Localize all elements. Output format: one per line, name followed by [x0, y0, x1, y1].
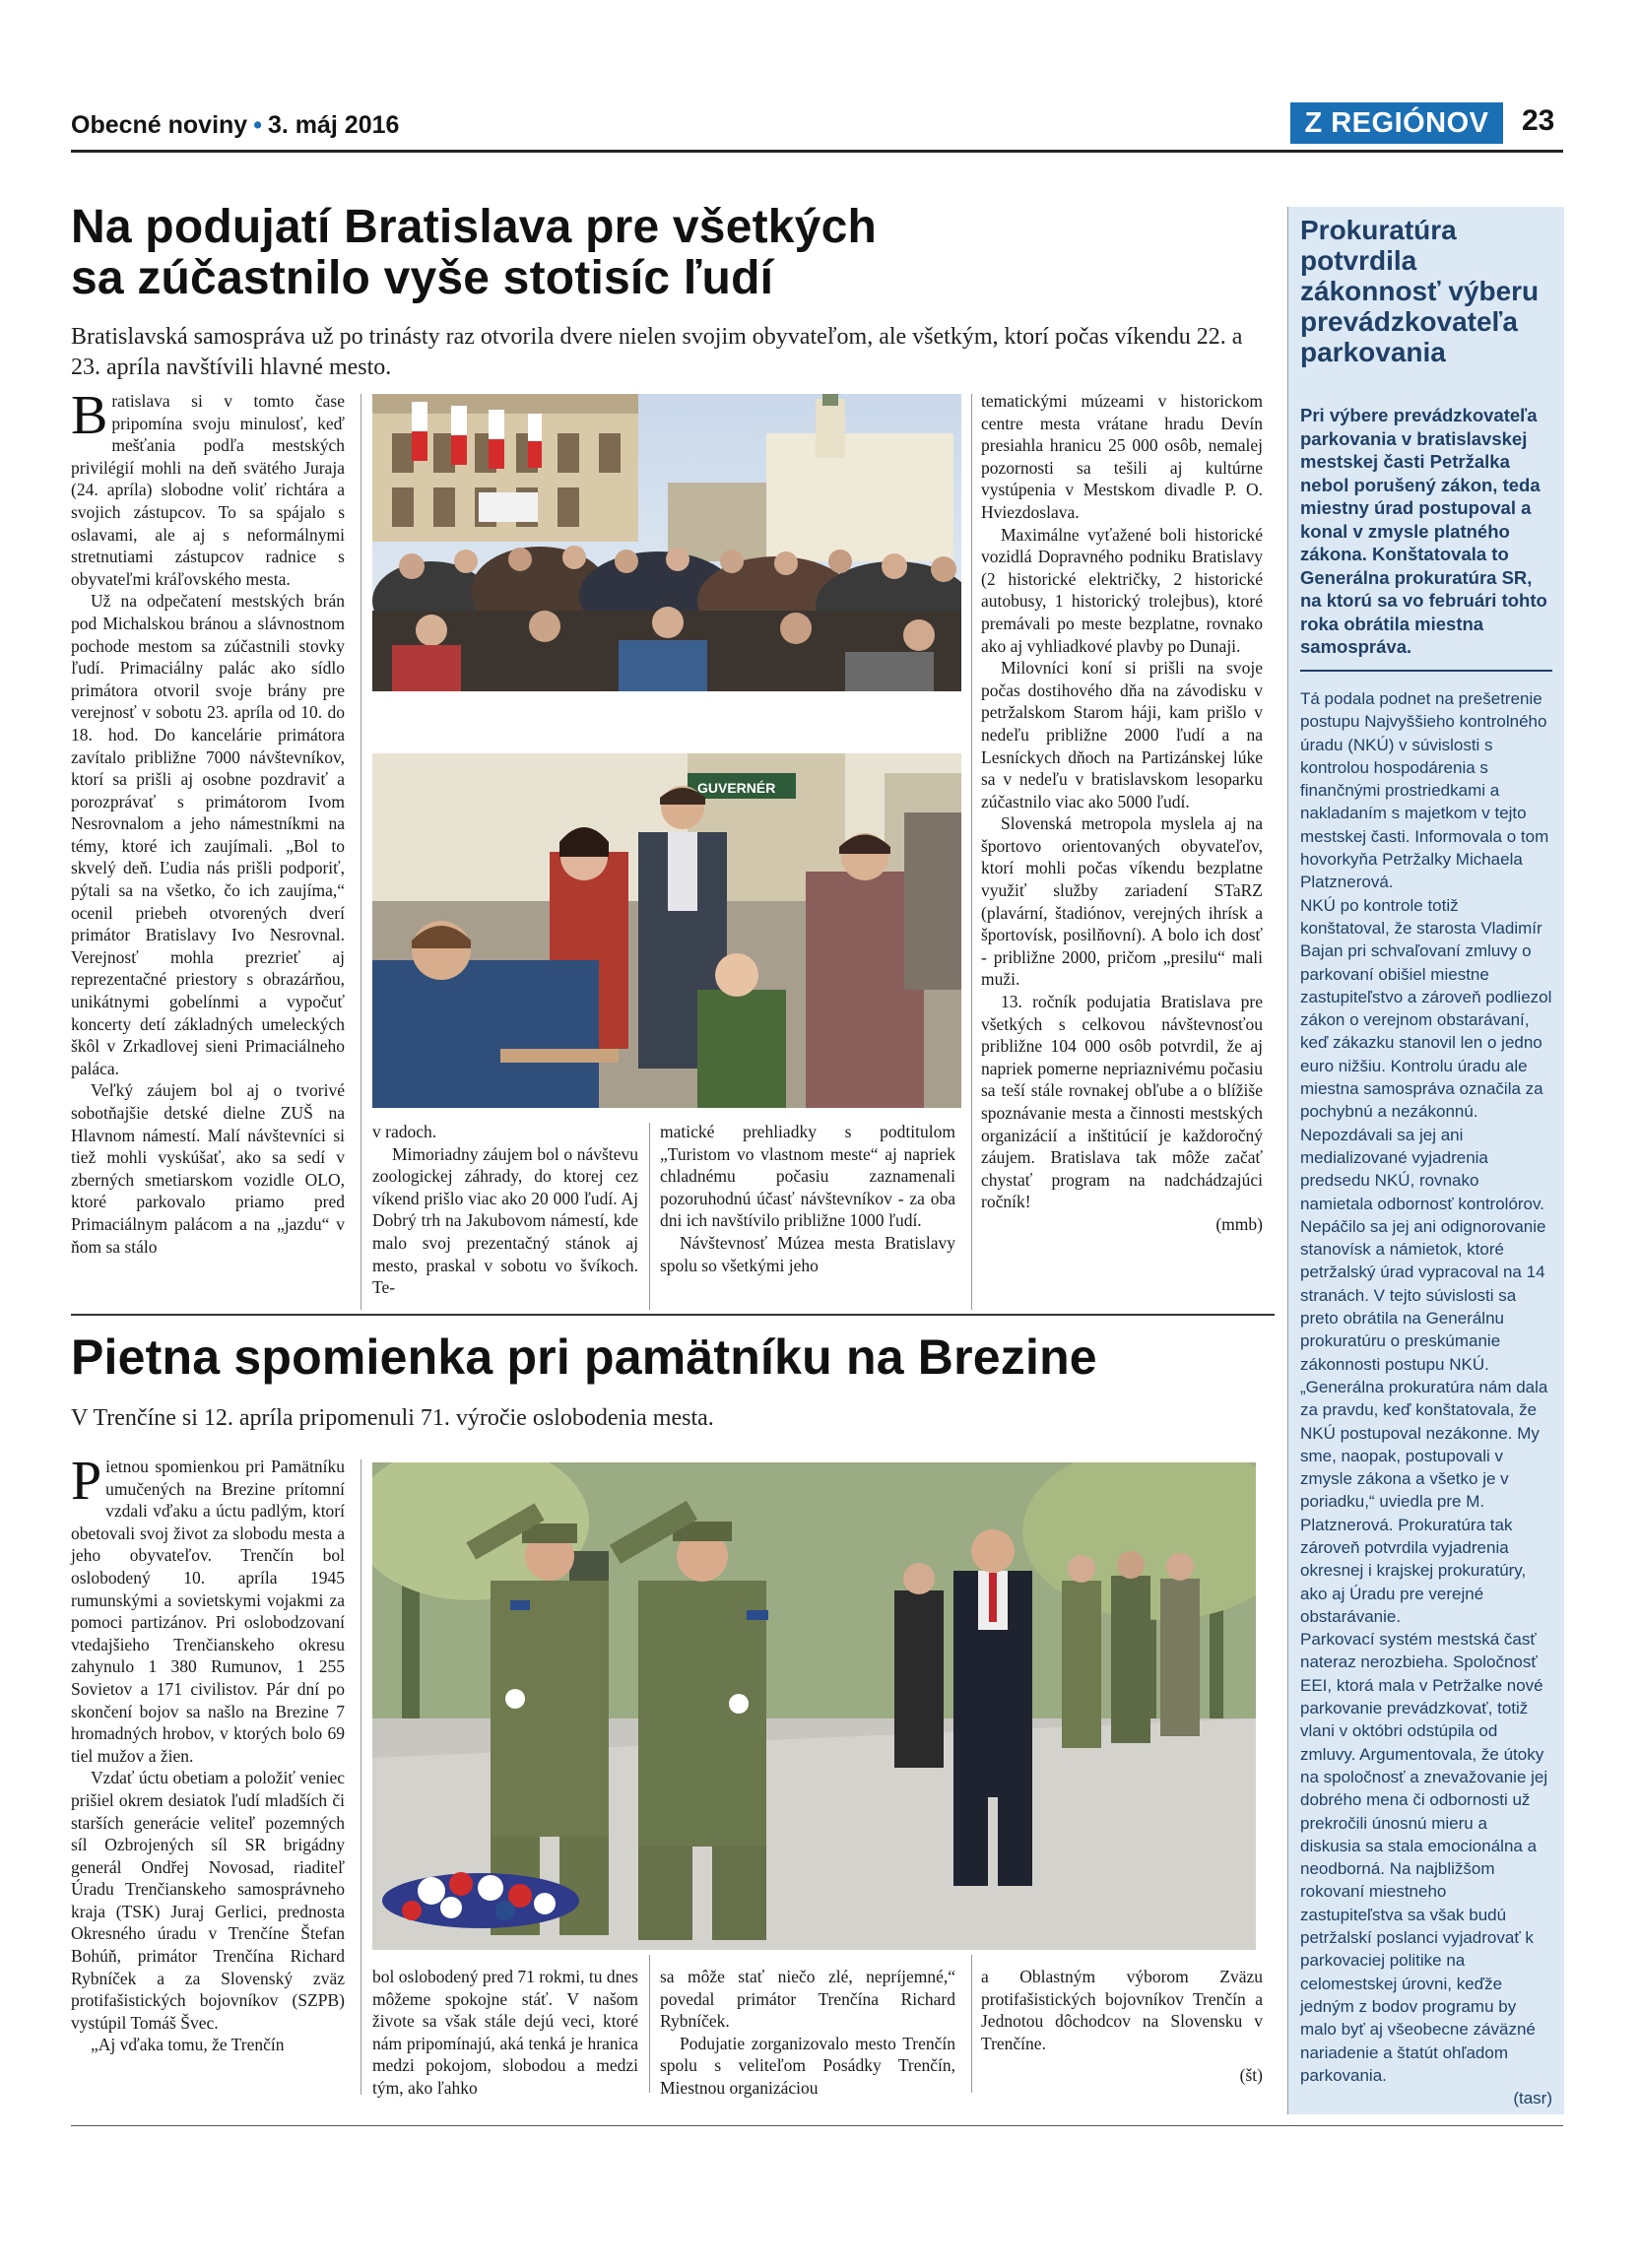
- sidebar-paragraph: Parkovací systém mestská časť nateraz nerozbieha. Spoločnosť EEI, ktorá mala v Petržalke nové parkovanie prevádzkovať, totiž vlani v októbri odstúpila od zmluvy. Argumentovala, že útoky na spoločnosť a znevažovanie jej dobrého mena či odbornosti už prekročili únosnú mieru a diskusia sa stala emocionálna a neodborná. Na najbližšom rokovaní miestneho zastupiteľstva sa však budú petržalskí poslanci vyjadrovať k parkovaciej politike na celomestskej úrovni, keďže jedným z bodov programu by malo byť aj všeobecne záväzné nariadenie a štatút ohľadom parkovania.: [1300, 1630, 1548, 2085]
- article1-paragraph: Už na odpečatení mestských brán pod Michalskou bránou a slávnostnom pochode mestom sa zúčastnili stovky ľudí. Primaciálny palác ako sídlo primátora otvoril svoje brány pre verejnosť v sobotu 23. apríla od 10. do 18. hod. Do kancelárie primátora zavítalo približne 7000 návštevníkov, ktorí sa prišli aj osobne pozdraviť a porozprávať s primátorom Ivom Nesrovnalom a jeho námestníkmi na témy, ktoré ich zaujímali. „Bol to skvelý deň. Ľudia nás prišli podporiť, pýtali sa na všetko, čo ich zaujíma,“ ocenil priebeh otvorených dverí primátor Bratislavy Ivo Nesrovnal. Verejnosť mohla prezrieť aj reprezentačné priestory s obrazárňou, unikátnymi gobelínmi a vypočuť koncerty detí základných umeleckých škôl v Zrkadlovej sieni Primaciálneho paláca.: [71, 591, 345, 1078]
- article1-paragraph: v radoch.: [372, 1122, 437, 1141]
- article1-column-1: [71, 385, 345, 1258]
- publication-header: [71, 111, 399, 140]
- dropcap-letter: B: [71, 385, 108, 446]
- article2-deck: V Trenčíne si 12. apríla pripomenuli 71. výročie oslobodenia mesta.: [71, 1405, 714, 1431]
- article2-column-2: [372, 1966, 638, 2100]
- photo-mayor-visitors: [372, 753, 961, 1108]
- article1-column-3: [660, 1121, 955, 1276]
- article2-paragraph: Podujatie zorganizovalo mesto Trenčín spolu s veliteľom Posádky Trenčín, Miestnou organizáciou: [660, 2033, 955, 2098]
- article1-paragraph: Mimoriadny záujem bol o návštevu zoologickej záhrady, do ktorej cez víkend prišlo viac ako 20 000 ľudí. Aj Dobrý trh na Jakubovom námestí, kde malo svoj prezentačný stánok aj mesto, praskal v sobotu vo švíkoch. Te-: [372, 1143, 638, 1298]
- article1-column-2: [372, 1121, 638, 1299]
- article2-headline: Pietna spomienka pri pamätníku na Brezine: [71, 1329, 1097, 1385]
- article1-paragraph: Veľký záujem bol aj o tvorivé sobotňajšie detské dielne ZUŠ na Hlavnom námestí. Malí návštevníci si tiež mohli vyskúšať, ako sa sedí v zberných smetiarskom vozidle OLO, ktoré parkovalo priamo pred Primaciálnym palácom a na „jazdu“ v ňom sa stálo: [71, 1080, 345, 1257]
- bullet-dot-icon: •: [253, 111, 262, 139]
- article2-paragraph: bol oslobodený pred 71 rokmi, tu dnes môžeme spokojne stáť. V našom živote sa však stále dejú veci, ktoré nám pripomínajú, aká tenká je hranica medzi pokojom, slobodou a medzi tým, ako ľahko: [372, 1967, 638, 2098]
- article2-paragraph: Vzdať úctu obetiam a položiť veniec prišiel okrem desiatok ľudí mladších či starších generácie veliteľ pozemných síl Ozbrojených síl SR brigádny generál Ondřej Novosad, riaditeľ Úradu Trenčianskeho samosprávneho kraja (TSK) Juraj Gerlici, prednosta Okresného úradu v Trenčíne Štefan Bohúň, primátor Trenčína Richard Rybníček a za Slovenský zväz protifašistických bojovníkov (SZPB) vystúpil Tomáš Švec.: [71, 1768, 345, 2033]
- article1-column-4: [981, 390, 1263, 1236]
- article2-signature: (št): [1239, 2065, 1263, 2085]
- article1-paragraph: Maximálne vyťažené boli historické vozidlá Dopravného podniku Bratislavy (2 historické električky, 2 historické autobusy, 1 historický trolejbus), ktoré premávali po meste bezplatne, rovnako ako aj vyhliadkové plavby po Dunaji.: [981, 524, 1263, 656]
- sidebar-headline: Prokuratúra potvrdila zákonnosť výberu prevádzkovateľa parkovania: [1300, 215, 1540, 367]
- sidebar-body: [1300, 687, 1552, 2109]
- column-divider: [971, 1955, 972, 2093]
- publication-name: Obecné noviny: [71, 111, 248, 139]
- issue-date: 3. máj 2016: [267, 111, 400, 139]
- soldiers-memorial-image: [372, 1462, 1256, 1950]
- sidebar-signature: (tasr): [1513, 2089, 1552, 2108]
- sidebar-lead: Pri výbere prevádzkovateľa parkovania v bratislavskej mestskej časti Petržalka nebol porušený zákon, teda miestny úrad postupoval a konal v zmysle platného zákona. Konštatovala to Generálna prokuratúra SR, na ktorú sa vo februári tohto roka obrátila miestna samospráva.: [1300, 405, 1547, 657]
- mayor-visitors-image: [372, 753, 961, 1108]
- article1-paragraph: 13. ročník podujatia Bratislava pre všetkých s celkovou návštevnosťou približne 104 000 osôb potvrdil, že aj napriek pomerne nepriaznivému počasiu sa teší stále rovnakej obľube a o blížiše spoznávanie mesta a činnosti mestských organizácií a inštitúcií je každoročný záujem. Bratislava tak môže začať chystať program na nadchádzajúci ročník!: [981, 992, 1263, 1212]
- photo-crowd-square: [372, 394, 961, 691]
- photo-soldiers-memorial: [372, 1462, 1256, 1950]
- article1-headline-line2: sa zúčastnilo vyše stotisíc ľudí: [71, 252, 774, 304]
- sidebar-paragraph: Nepozdávali sa jej ani medializované vyjadrenia predsedu NKÚ, rovnako namietala odbornosť kontrolórov. Nepáčilo sa jej ani odignorovanie stanovísk a námietok, ktoré petržalský úrad vypracoval na 14 stranách. V tejto súvislosti sa preto obrátila na Generálnu prokuratúru o preskúmanie zákonnosti postupu NKÚ. „Generálna prokuratúra nám dala za pravdu, keď konštatovala, že NKÚ postupoval nezákonne. My sme, naopak, postupovali v zmysle zákona a všetko je v poriadku,“ uviedla pre M. Platznerová. Prokuratúra tak zároveň potvrdila vyjadrenia okresnej i krajskej prokuratúry, ako aj Úradu pre verejné obstarávanie.: [1300, 1125, 1548, 1626]
- guverner-sign: GUVERNÉR: [697, 780, 776, 796]
- column-divider: [649, 1123, 650, 1310]
- article1-paragraph: Návštevnosť Múzea mesta Bratislavy spolu so všetkými jeho: [660, 1232, 955, 1275]
- article1-paragraph: matické prehliadky s podtitulom „Turistom vo vlastnom meste“ aj napriek chladnému počasiu zaznamenali pozoruhodnú účasť návštevníkov - za oba dni ich navštívilo približne 1000 ľudí.: [660, 1122, 955, 1231]
- article1-paragraph: Bratislava si v tomto čase pripomína svoju minulosť, keď mešťania podľa mestských privilégií mohli na deň svätého Juraja (24. apríla) slobodne voliť richtára a svojich zástupcov. To sa spájalo s oslavami, ale aj s neformálnymi stretnutiami zástupcov radnice s obyvateľmi kráľovského mesta.: [71, 385, 345, 589]
- crowd-square-image: [372, 394, 961, 691]
- sidebar-separator: [1300, 670, 1552, 672]
- page-number: 23: [1522, 104, 1555, 137]
- article2-paragraph: „Aj vďaka tomu, že Trenčín: [91, 2035, 285, 2055]
- column-divider: [971, 394, 972, 1310]
- article1-signature: (mmb): [1215, 1213, 1263, 1234]
- article2-paragraph: sa môže stať niečo zlé, nepríjemné,“ povedal primátor Trenčína Richard Rybníček.: [660, 1967, 955, 2032]
- article1-paragraph: Slovenská metropola myslela aj na športovo orientovaných obyvateľov, ktorí mohli počas víkendu bezplatne využiť služby zariadení STaRZ (plavární, štadiónov, verejných ihrísk a športovísk, posilňovní). A bolo ich dosť - približne 2000, pričom „presilu“ mali muži.: [981, 813, 1263, 990]
- sidebar-paragraph: NKÚ po kontrole totiž konštatoval, že starosta Vladimír Bajan pri schvaľovaní zmluvy o parkovaní obišiel miestne zastupiteľstvo a zároveň podliezol zákon o verejnom obstarávaní, keď zákazku stanovil len o jedno euro nižšiu. Kontrolu úradu ale miestna samospráva označila za pochybnú a nezákonnú.: [1300, 895, 1552, 1122]
- article1-paragraph: Milovníci koní si prišli na svoje počas dostihového dňa na závodisku v petržalskom Starom háji, kam prišlo v nedeľu približne 2000 ľudí a na Lesníckych dňoch na Partizánskej lúke sa v nedeľu v bratislavskom lesoparku zúčastnilo viac ako 5000 ľudí.: [981, 658, 1263, 811]
- article2-column-1: [71, 1451, 345, 2056]
- article2-paragraph: Pietnou spomienkou pri Pamätníku umučených na Brezine prítomní vzdali vďaku a úctu padlým, ktorí obetovali svoj život za slobodu mesta a jeho obyvateľov. Trenčín bol oslobodený 10. apríla 1945 rumunskými a sovietskymi vojakmi za pomoci partizánov. Pri oslobodzovaní vtedajšieho Trenčianskeho okresu zahynulo 1 380 Rumunov, 1 255 Sovietov a 171 civilistov. Pár dní po skončení bojov sa našlo na Brezine 7 hromadných hrobov, v ktorých bolo 69 tiel mužov a žien.: [71, 1451, 345, 1766]
- article2-column-4: [981, 1966, 1263, 2054]
- dropcap-letter: P: [71, 1451, 102, 1512]
- column-divider: [649, 1955, 650, 2093]
- sidebar-paragraph: Tá podala podnet na prešetrenie postupu Najvyššieho kontrolného úradu (NKÚ) v súvislosti s kontrolou hospodárenia s finančnými prostriedkami a nakladaním s majetkom v tejto mestskej časti. Informovala o tom hovorkyňa Petržalky Michaela Platznerová.: [1300, 689, 1549, 892]
- article-separator: [71, 1314, 1275, 1316]
- article1-headline-line1: Na podujatí Bratislava pre všetkých: [71, 201, 877, 253]
- section-label: Z REGIÓNOV: [1290, 102, 1503, 144]
- header-rule: [71, 150, 1563, 153]
- article1-headline: [71, 202, 1273, 304]
- article1-deck: Bratislavská samospráva už po trinásty raz otvorila dvere nielen svojim obyvateľom, ale všetkým, ktorí počas víkendu 22. a 23. apríla navštívili hlavné mesto.: [71, 324, 1243, 380]
- article2-paragraph: a Oblastným výborom Zväzu protifašistických bojovníkov Trenčín a Jednotou dôchodcov na Slovensku v Trenčíne.: [981, 1967, 1263, 2053]
- footer-rule: [71, 2125, 1563, 2126]
- article2-column-3: [660, 1966, 955, 2100]
- article1-paragraph: tematickými múzeami v historickom centre mesta vrátane hradu Devín presiahla hranicu 25 000 osôb, nemalej pozornosti sa tešili aj kultúrne vystúpenia v Mestskom divadle P. O. Hviezdoslava.: [981, 391, 1263, 522]
